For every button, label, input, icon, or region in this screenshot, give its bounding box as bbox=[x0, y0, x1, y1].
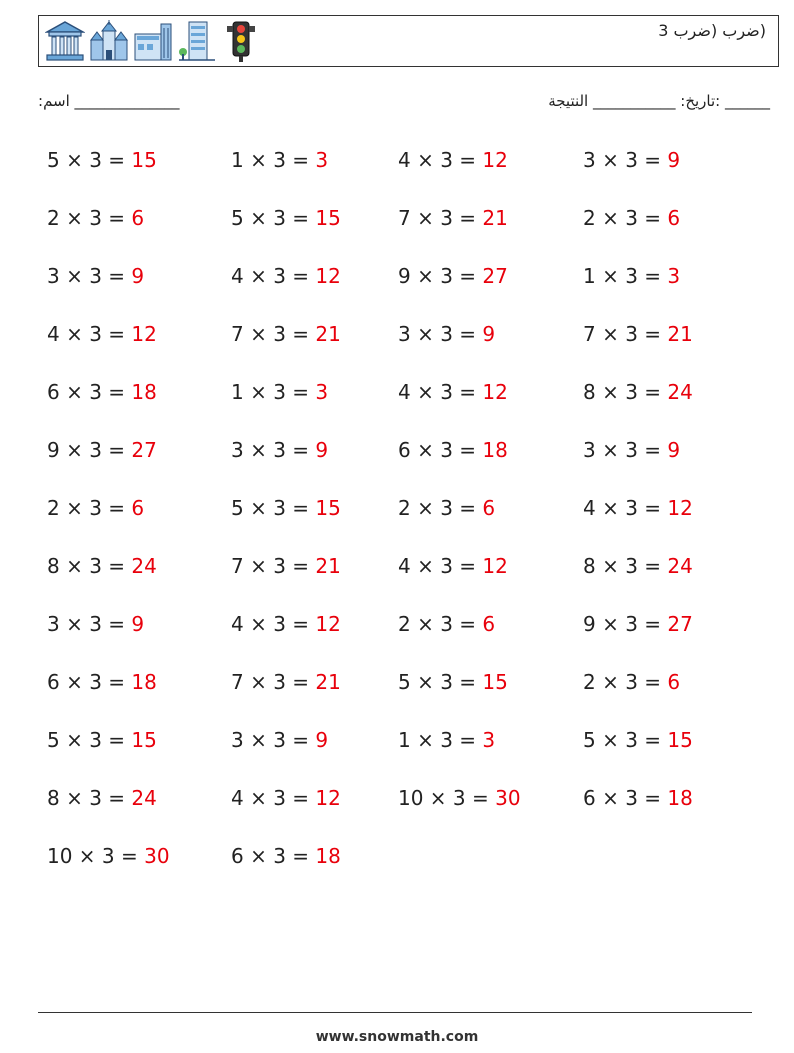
problem-question: 1 × 3 = bbox=[231, 148, 316, 172]
problem-question: 6 × 3 = bbox=[398, 438, 483, 462]
problem-item bbox=[398, 148, 508, 172]
problem-question: 3 × 3 = bbox=[583, 438, 668, 462]
problem-question: 4 × 3 = bbox=[583, 496, 668, 520]
problem-item bbox=[583, 380, 693, 404]
problem-question: 6 × 3 = bbox=[47, 380, 132, 404]
problem-question: 2 × 3 = bbox=[47, 496, 132, 520]
problem-answer: 9 bbox=[315, 438, 329, 462]
problem-answer: 12 bbox=[131, 322, 157, 346]
problem-item bbox=[47, 612, 144, 636]
problem-item bbox=[47, 554, 157, 578]
header-box bbox=[38, 15, 779, 67]
problem-question: 9 × 3 = bbox=[583, 612, 668, 636]
problem-item bbox=[398, 786, 521, 810]
problem-answer: 15 bbox=[667, 728, 693, 752]
problem-question: 6 × 3 = bbox=[231, 844, 316, 868]
office-tower-icon bbox=[177, 20, 217, 64]
problem-question: 2 × 3 = bbox=[583, 670, 668, 694]
problem-item bbox=[231, 496, 341, 520]
problem-item bbox=[231, 612, 341, 636]
problem-item bbox=[231, 148, 328, 172]
problem-answer: 12 bbox=[315, 264, 341, 288]
problem-answer: 21 bbox=[667, 322, 693, 346]
problem-answer: 15 bbox=[315, 496, 341, 520]
problem-item bbox=[231, 206, 341, 230]
problem-answer: 21 bbox=[482, 206, 508, 230]
problem-item bbox=[47, 786, 157, 810]
problem-answer: 15 bbox=[315, 206, 341, 230]
problem-question: 7 × 3 = bbox=[231, 322, 316, 346]
problem-question: 4 × 3 = bbox=[231, 786, 316, 810]
problem-item bbox=[398, 496, 495, 520]
museum-icon bbox=[45, 20, 85, 64]
problem-answer: 30 bbox=[144, 844, 170, 868]
problem-question: 9 × 3 = bbox=[398, 264, 483, 288]
problem-question: 5 × 3 = bbox=[231, 496, 316, 520]
problem-question: 1 × 3 = bbox=[583, 264, 668, 288]
problem-question: 3 × 3 = bbox=[47, 264, 132, 288]
problem-item bbox=[583, 786, 693, 810]
problem-answer: 6 bbox=[482, 612, 496, 636]
problem-answer: 27 bbox=[131, 438, 157, 462]
problem-answer: 9 bbox=[131, 264, 145, 288]
problem-question: 5 × 3 = bbox=[231, 206, 316, 230]
problem-question: 10 × 3 = bbox=[398, 786, 496, 810]
worksheet-title: (ضرب (ضرب 3 bbox=[658, 21, 766, 40]
problem-answer: 24 bbox=[131, 554, 157, 578]
problem-answer: 18 bbox=[315, 844, 341, 868]
problem-question: 3 × 3 = bbox=[583, 148, 668, 172]
problem-answer: 3 bbox=[315, 380, 329, 404]
problem-answer: 15 bbox=[131, 148, 157, 172]
problem-answer: 12 bbox=[482, 148, 508, 172]
problem-item bbox=[583, 438, 680, 462]
problem-item bbox=[231, 322, 341, 346]
problem-item bbox=[47, 496, 144, 520]
problem-answer: 6 bbox=[131, 206, 145, 230]
problem-item bbox=[583, 612, 693, 636]
problem-item bbox=[47, 844, 170, 868]
problem-question: 2 × 3 = bbox=[47, 206, 132, 230]
shops-building-icon bbox=[133, 20, 173, 64]
problem-item bbox=[47, 380, 157, 404]
traffic-light-icon bbox=[221, 20, 261, 64]
problem-question: 7 × 3 = bbox=[398, 206, 483, 230]
footer-divider bbox=[38, 1012, 752, 1013]
problem-answer: 12 bbox=[667, 496, 693, 520]
problem-item bbox=[583, 322, 693, 346]
problem-item bbox=[583, 148, 680, 172]
problem-item bbox=[398, 728, 495, 752]
problem-question: 8 × 3 = bbox=[583, 554, 668, 578]
problem-question: 1 × 3 = bbox=[398, 728, 483, 752]
problem-item bbox=[398, 554, 508, 578]
problem-answer: 9 bbox=[315, 728, 329, 752]
problem-item bbox=[398, 612, 495, 636]
problem-answer: 9 bbox=[482, 322, 496, 346]
problem-question: 1 × 3 = bbox=[231, 380, 316, 404]
problem-question: 3 × 3 = bbox=[231, 438, 316, 462]
problem-question: 4 × 3 = bbox=[398, 380, 483, 404]
problem-answer: 30 bbox=[495, 786, 521, 810]
problem-item bbox=[47, 670, 157, 694]
problem-item bbox=[398, 670, 508, 694]
problem-answer: 6 bbox=[667, 206, 681, 230]
problem-question: 8 × 3 = bbox=[47, 554, 132, 578]
problem-question: 4 × 3 = bbox=[231, 612, 316, 636]
problem-question: 7 × 3 = bbox=[231, 670, 316, 694]
problem-question: 3 × 3 = bbox=[47, 612, 132, 636]
problem-answer: 9 bbox=[131, 612, 145, 636]
problem-item bbox=[231, 786, 341, 810]
problem-answer: 15 bbox=[482, 670, 508, 694]
problem-answer: 18 bbox=[131, 670, 157, 694]
problem-question: 4 × 3 = bbox=[398, 148, 483, 172]
problem-question: 5 × 3 = bbox=[583, 728, 668, 752]
problem-item bbox=[583, 264, 680, 288]
problem-item bbox=[583, 554, 693, 578]
problem-question: 2 × 3 = bbox=[398, 496, 483, 520]
problem-item bbox=[398, 438, 508, 462]
footer-url: www.snowmath.com bbox=[315, 1029, 479, 1045]
problem-item bbox=[583, 496, 693, 520]
problem-answer: 6 bbox=[131, 496, 145, 520]
problem-answer: 6 bbox=[482, 496, 496, 520]
problem-answer: 3 bbox=[667, 264, 681, 288]
problem-item bbox=[231, 728, 328, 752]
problem-question: 5 × 3 = bbox=[47, 728, 132, 752]
problem-item bbox=[231, 264, 341, 288]
problem-question: 4 × 3 = bbox=[231, 264, 316, 288]
problem-item bbox=[231, 380, 328, 404]
problem-answer: 18 bbox=[482, 438, 508, 462]
problem-answer: 9 bbox=[667, 148, 681, 172]
problem-item bbox=[398, 380, 508, 404]
problem-answer: 12 bbox=[482, 380, 508, 404]
problem-question: 3 × 3 = bbox=[231, 728, 316, 752]
problem-question: 5 × 3 = bbox=[47, 148, 132, 172]
church-icon bbox=[89, 20, 129, 64]
problem-item bbox=[583, 206, 680, 230]
problem-answer: 3 bbox=[482, 728, 496, 752]
problem-item bbox=[47, 438, 157, 462]
problem-answer: 6 bbox=[667, 670, 681, 694]
header-icons bbox=[45, 20, 261, 64]
problem-question: 10 × 3 = bbox=[47, 844, 145, 868]
problem-answer: 21 bbox=[315, 670, 341, 694]
problem-answer: 21 bbox=[315, 554, 341, 578]
problem-question: 7 × 3 = bbox=[231, 554, 316, 578]
problem-item bbox=[583, 670, 680, 694]
problem-answer: 21 bbox=[315, 322, 341, 346]
name-field: :اسم ______________ bbox=[38, 92, 180, 110]
problem-answer: 12 bbox=[482, 554, 508, 578]
problem-question: 6 × 3 = bbox=[47, 670, 132, 694]
problem-question: 4 × 3 = bbox=[47, 322, 132, 346]
problem-question: 2 × 3 = bbox=[398, 612, 483, 636]
problem-question: 8 × 3 = bbox=[583, 380, 668, 404]
problem-item bbox=[231, 438, 328, 462]
problem-answer: 15 bbox=[131, 728, 157, 752]
problem-question: 5 × 3 = bbox=[398, 670, 483, 694]
problem-item bbox=[398, 264, 508, 288]
problem-answer: 24 bbox=[667, 380, 693, 404]
problem-question: 6 × 3 = bbox=[583, 786, 668, 810]
problem-answer: 24 bbox=[667, 554, 693, 578]
problem-question: 7 × 3 = bbox=[583, 322, 668, 346]
problem-question: 3 × 3 = bbox=[398, 322, 483, 346]
problem-answer: 18 bbox=[131, 380, 157, 404]
problem-item bbox=[47, 322, 157, 346]
problem-question: 4 × 3 = bbox=[398, 554, 483, 578]
problem-answer: 24 bbox=[131, 786, 157, 810]
problem-item bbox=[231, 554, 341, 578]
problem-item bbox=[231, 670, 341, 694]
problem-item bbox=[47, 264, 144, 288]
problem-item bbox=[47, 206, 144, 230]
problem-answer: 12 bbox=[315, 786, 341, 810]
problem-item bbox=[398, 206, 508, 230]
problem-item bbox=[47, 728, 157, 752]
problem-answer: 27 bbox=[667, 612, 693, 636]
problem-item bbox=[231, 844, 341, 868]
problem-answer: 18 bbox=[667, 786, 693, 810]
problem-answer: 3 bbox=[315, 148, 329, 172]
problem-answer: 27 bbox=[482, 264, 508, 288]
problem-question: 2 × 3 = bbox=[583, 206, 668, 230]
problem-answer: 12 bbox=[315, 612, 341, 636]
problem-item bbox=[583, 728, 693, 752]
problem-answer: 9 bbox=[667, 438, 681, 462]
problem-item bbox=[398, 322, 495, 346]
problem-item bbox=[47, 148, 157, 172]
problem-question: 8 × 3 = bbox=[47, 786, 132, 810]
date-score-fields: ______ :تاريخ: ___________ النتيجة bbox=[548, 92, 770, 110]
problem-question: 9 × 3 = bbox=[47, 438, 132, 462]
